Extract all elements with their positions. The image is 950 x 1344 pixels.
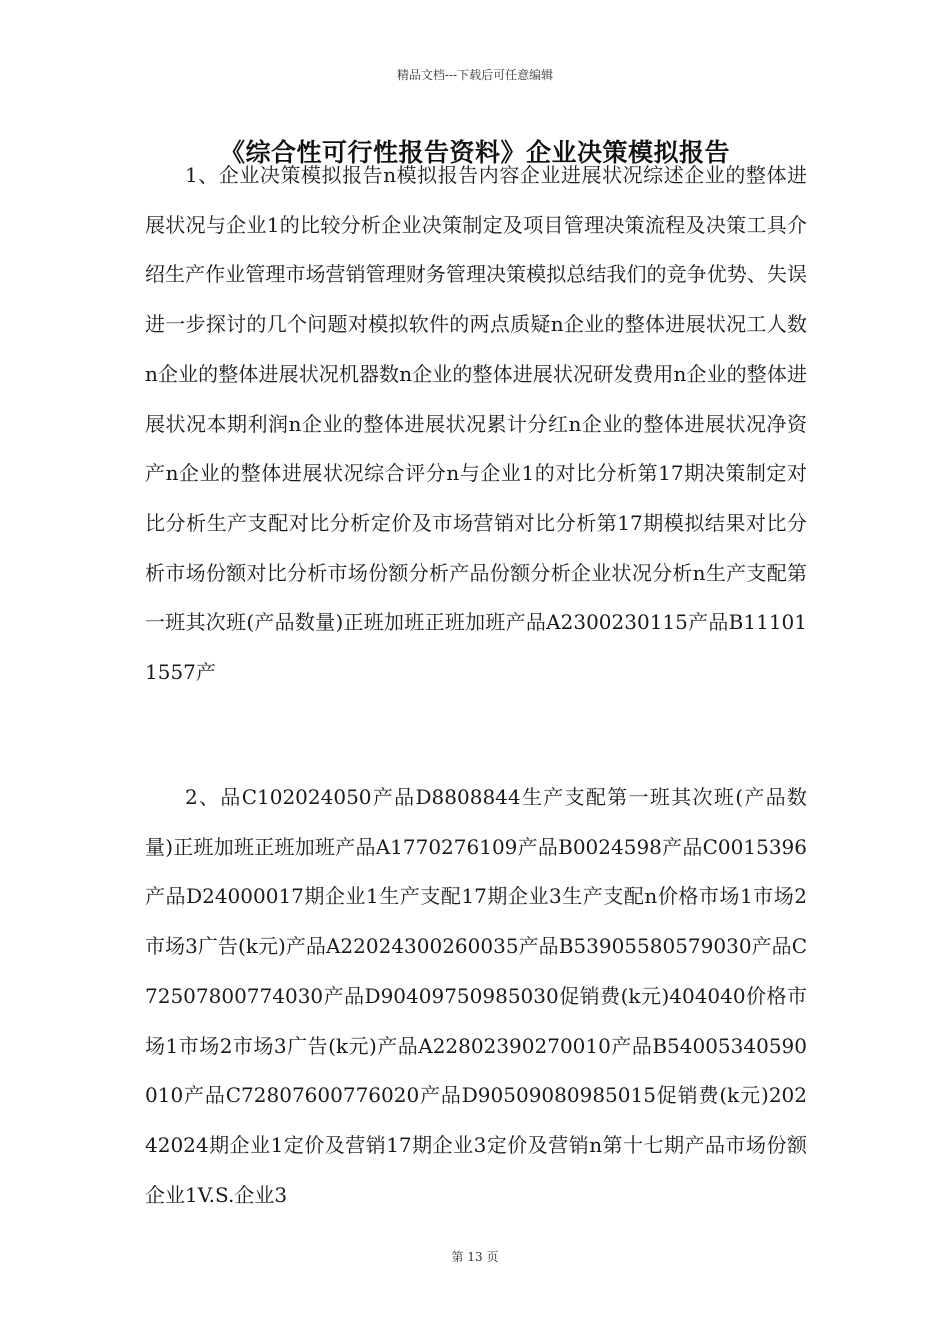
body-paragraph-2: 2、品C102024050产品D8808844生产支配第一班其次班(产品数量)正班加班正班加班产品A1770276109产品B0024598产品C0015396产品D24000017期企业1生产支配17期企业3生产支配n价格市场1市场2市场3广告(k元)产品A22024300260035产品B53905580579030产品C72507800774030产品D90409750985030促销费(k元)404040价格市场1市场2市场3广告(k元)产品A22802390270010产品B54005340590010产品C72807600776020产品D90509080985015促销费(k元)20242024期企业1定价及营销17期企业3定价及营销n第十七期产品市场份额企业1V.S.企业3: [145, 785, 807, 1207]
document-title: 《综合性可行性报告资料》企业决策模拟报告: [219, 138, 730, 167]
page-header-note: 精品文档---下载后可任意编辑: [396, 68, 554, 82]
page-number: 第 13 页: [451, 1250, 499, 1264]
body-paragraph-1: 1、企业决策模拟报告n模拟报告内容企业进展状况综述企业的整体进展状况与企业1的比较分析企业决策制定及项目管理决策流程及决策工具介绍生产作业管理市场营销管理财务管理决策模拟总结我们的竞争优势、失误进一步探讨的几个问题对模拟软件的两点质疑n企业的整体进展状况工人数n企业的整体进展状况机器数n企业的整体进展状况研发费用n企业的整体进展状况本期利润n企业的整体进展状况累计分红n企业的整体进展状况净资产n企业的整体进展状况综合评分n与企业1的对比分析第17期决策制定对比分析生产支配对比分析定价及市场营销对比分析第17期模拟结果对比分析市场份额对比分析市场份额分析产品份额分析企业状况分析n生产支配第一班其次班(产品数量)正班加班正班加班产品A2300230115产品B111011557产: [145, 163, 807, 685]
